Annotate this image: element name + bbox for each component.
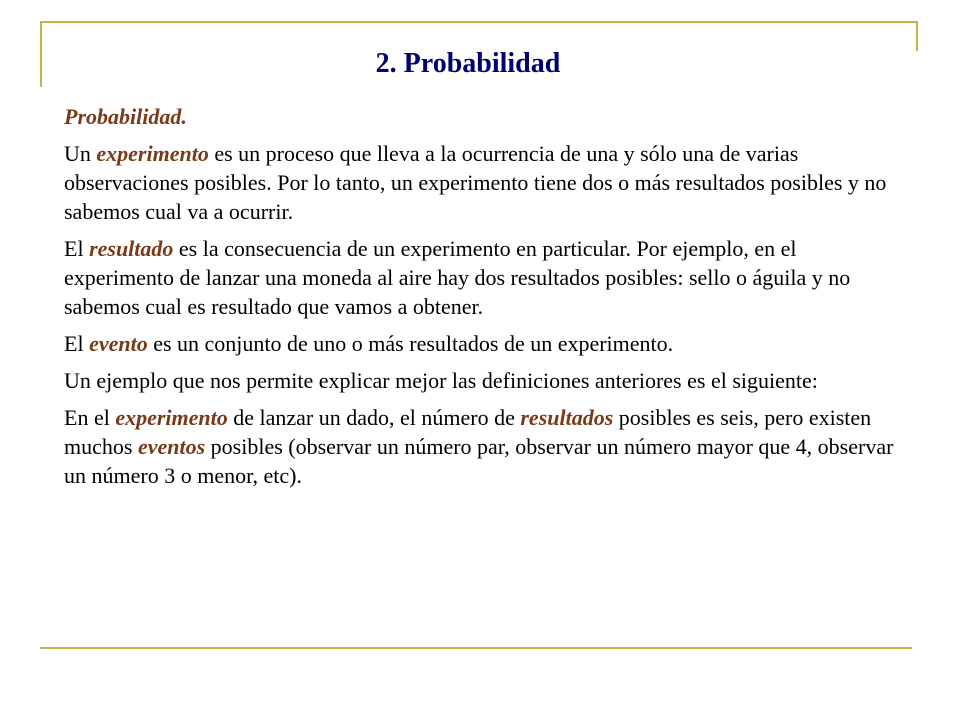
paragraph-ejemplo-dado [64,403,894,490]
paragraph-text: En el [64,405,116,430]
paragraph-text: posibles es seis, pero existen muchos [64,405,872,459]
bottom-rule [40,647,912,649]
term-eventos: eventos [137,434,206,459]
paragraph-text: de lanzar un dado, el número de [227,405,521,430]
paragraph-text: es un conjunto de uno o más resultados de un experimento. [147,331,674,356]
slide-content [64,102,894,498]
term-resultados: resultados [520,405,614,430]
paragraph-text: es un proceso que lleva a la ocurrencia de una y sólo una de varias observaciones posibles. Por lo tanto, un experimento tiene dos o más resultados posibles y no sabemos cual va a ocurrir. [64,141,887,224]
top-rule [40,21,918,23]
paragraph-experimento [64,139,894,226]
paragraph-text: Un ejemplo que nos permite explicar mejor las definiciones anteriores es el siguiente: [64,368,818,393]
term-evento: evento [89,331,148,356]
slide-title: 2. Probabilidad [375,48,561,79]
paragraph-text: El [64,331,90,356]
paragraph-text: posibles (observar un número par, observar un número mayor que 4, observar un número 3 o menor, etc). [64,434,894,488]
right-rule [916,21,918,51]
term-resultado: resultado [89,236,174,261]
paragraph-text: Un [64,141,97,166]
term-experimento: experimento [115,405,228,430]
paragraph-evento [64,329,894,358]
term-experimento: experimento [96,141,209,166]
paragraph-text: es la consecuencia de un experimento en particular. Por ejemplo, en el experimento de lanzar una moneda al aire hay dos resultados posibles: sello o águila y no sabemos cual es resultado que vamos a obtener. [64,236,851,319]
paragraph-text: El [64,236,90,261]
paragraph-ejemplo-intro [64,366,894,395]
paragraph-resultado [64,234,894,321]
slide-subtitle: Probabilidad. [64,104,187,129]
